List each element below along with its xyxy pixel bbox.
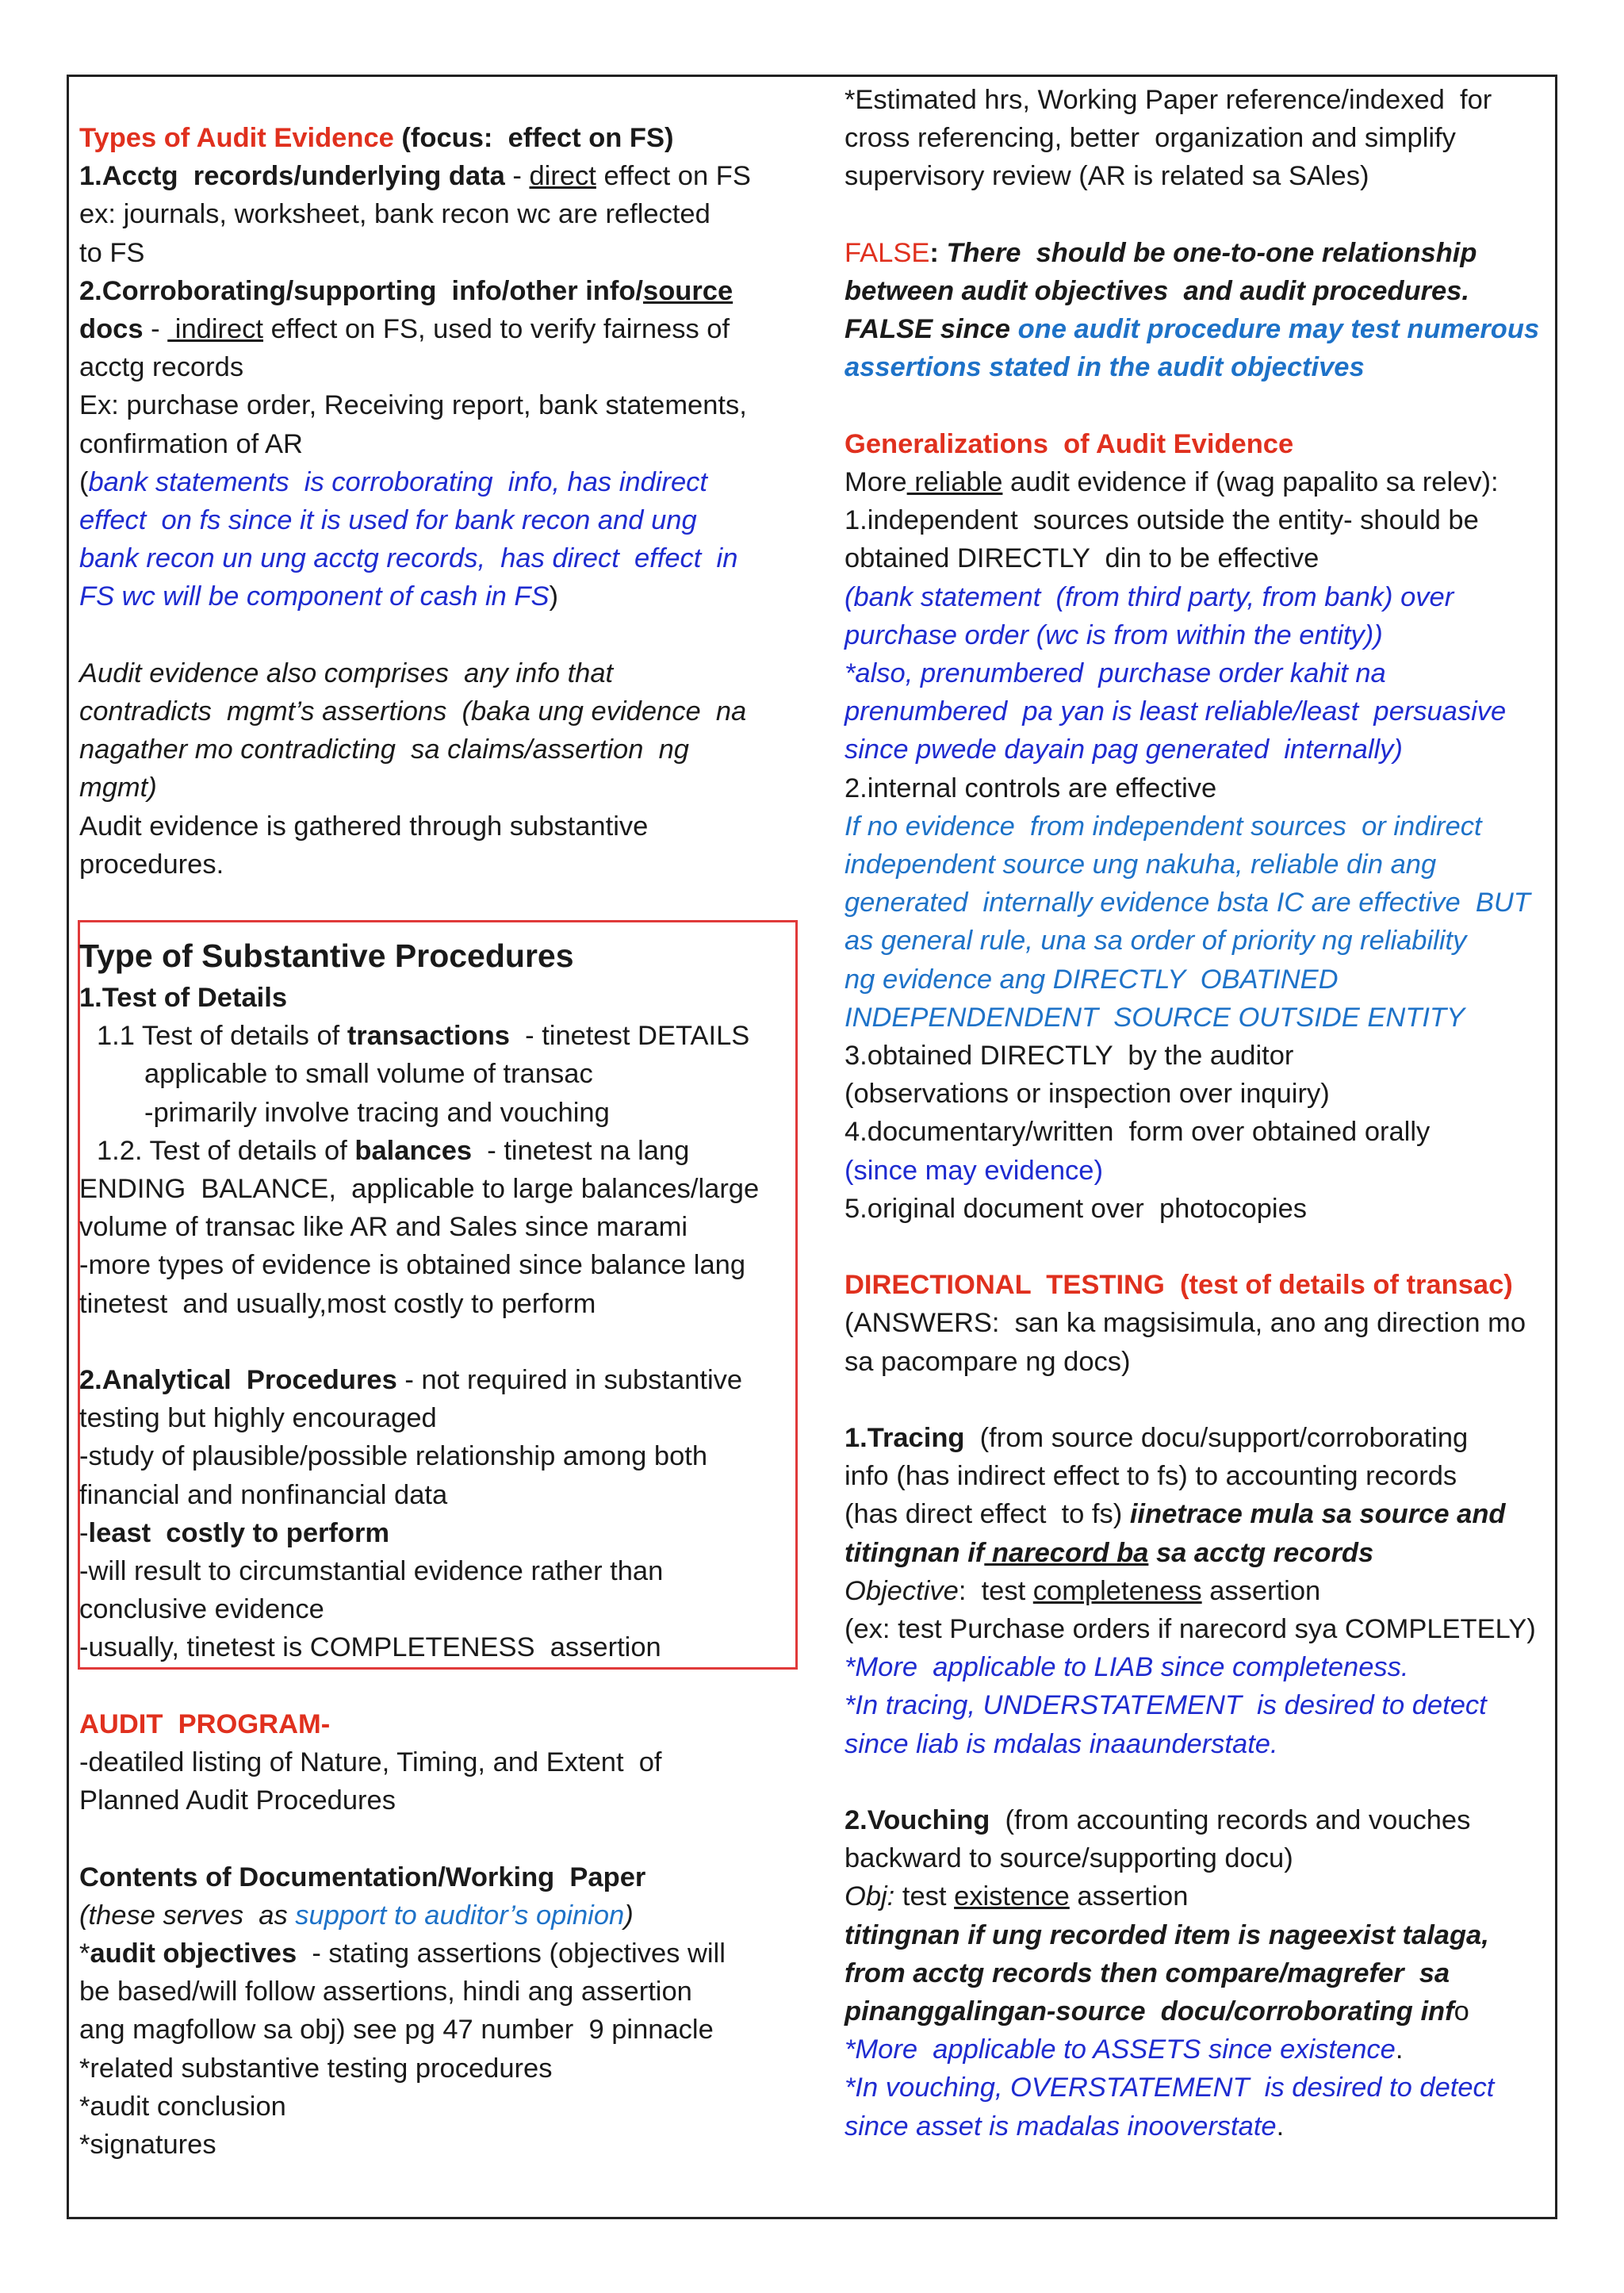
analytical-line-7: conclusive evidence (79, 1594, 324, 1625)
audit-program-line-2: Planned Audit Procedures (79, 1785, 396, 1816)
gen-2-note-2: independent source ung nakuha, reliable din ang (845, 849, 1437, 880)
bank-note-2: effect on fs since it is used for bank recon and ung (79, 505, 697, 536)
documentation-title: Contents of Documentation/Working Paper (79, 1862, 646, 1892)
tracing-line-3: (has direct effect to fs) iinetrace mula sa source and (845, 1499, 1506, 1530)
gen-2-note-4: as general rule, una sa order of priority ng reliability (845, 926, 1467, 957)
generalizations-intro: More reliable audit evidence if (wag papalito sa relev): (845, 467, 1499, 497)
false-statement-1: FALSE: There should be one-to-one relationship (845, 237, 1477, 268)
doc-objectives-line: *audit objectives - stating assertions (objectives will (79, 1938, 726, 1969)
tracing-line-2: info (has indirect effect to fs) to accounting records (845, 1461, 1457, 1492)
analytical-line-2: testing but highly encouraged (79, 1403, 437, 1434)
contradict-note-1: Audit evidence also comprises any info that (79, 658, 614, 688)
gen-2-note-3: generated internally evidence bsta IC are effective BUT (845, 888, 1530, 918)
contradict-note-3: nagather mo contradicting sa claims/assertion ng (79, 734, 689, 765)
analytical-line: 2.Analytical Procedures - not required in substantive (79, 1365, 743, 1396)
tod-transactions-line: 1.1 Test of details of transactions - tinetest DETAILS (97, 1021, 750, 1052)
audit-program-title: AUDIT PROGRAM- (79, 1708, 331, 1739)
directional-testing-line-1: (ANSWERS: san ka magsisimula, ano ang direction mo (845, 1308, 1526, 1339)
gen-2-note-1: If no evidence from independent sources or indirect (845, 811, 1482, 842)
gathered-text-1: Audit evidence is gathered through substantive (79, 811, 649, 842)
false-statement-3: FALSE since one audit procedure may test numerous (845, 314, 1540, 345)
corroborating-example: Ex: purchase order, Receiving report, bank statements, (79, 390, 747, 421)
corroborating-example-cont: confirmation of AR (79, 428, 303, 459)
types-heading: Types of Audit Evidence (focus: effect on FS) (79, 123, 674, 153)
tod-balances-line-3: volume of transac like AR and Sales since marami (79, 1212, 688, 1243)
substantive-heading: Type of Substantive Procedures (79, 938, 574, 975)
analytical-line-4: financial and nonfinancial data (79, 1479, 448, 1510)
acctg-records-line: 1.Acctg records/underlying data - direct effect on FS (79, 161, 751, 192)
gen-1-note-1: (bank statement (from third party, from bank) over (845, 581, 1454, 612)
gen-1-note-4: prenumbered pa yan is least reliable/least persuasive (845, 696, 1507, 727)
vouching-objective: Obj: test existence assertion (845, 1881, 1189, 1912)
vouching-note-1: *More applicable to ASSETS since existence. (845, 2034, 1404, 2065)
false-statement-4: assertions stated in the audit objectives (845, 352, 1365, 383)
vouching-line-2: backward to source/supporting docu) (845, 1843, 1293, 1874)
estimated-hours-3: supervisory review (AR is related sa SAles) (845, 161, 1369, 192)
tod-transactions-line-3: -primarily involve tracing and vouching (144, 1097, 610, 1128)
vouching-bold-3: pinanggalingan-source docu/corroborating info (845, 1996, 1469, 2027)
tod-balances-line: 1.2. Test of details of balances - tinetest na lang (97, 1135, 690, 1166)
tod-balances-line-5: tinetest and usually,most costly to perform (79, 1288, 596, 1319)
corroborating-line: 2.Corroborating/supporting info/other info/source (79, 275, 733, 306)
doc-objectives-line-2: be based/will follow assertions, hindi ang assertion (79, 1977, 692, 2007)
corroborating-line-2: docs - indirect effect on FS, used to verify fairness of (79, 314, 730, 345)
doc-audit-conclusion: *audit conclusion (79, 2091, 286, 2122)
gen-2-note-5: ng evidence ang DIRECTLY OBATINED (845, 964, 1339, 995)
gen-3-line-2: (observations or inspection over inquiry) (845, 1079, 1330, 1110)
tracing-note-2: *In tracing, UNDERSTATEMENT is desired to detect (845, 1690, 1487, 1721)
estimated-hours-1: *Estimated hrs, Working Paper reference/indexed for (845, 85, 1492, 115)
doc-objectives-line-3: ang magfollow sa obj) see pg 47 number 9 pinnacle (79, 2015, 714, 2046)
gen-3-line-1: 3.obtained DIRECTLY by the auditor (845, 1041, 1294, 1072)
gen-1-note-3: *also, prenumbered purchase order kahit na (845, 658, 1386, 689)
test-of-details-title: 1.Test of Details (79, 983, 288, 1014)
tod-balances-line-2: ENDING BALANCE, applicable to large balances/large (79, 1174, 760, 1205)
vouching-line-1: 2.Vouching (from accounting records and vouches (845, 1805, 1471, 1836)
analytical-line-5: -least costly to perform (79, 1517, 390, 1548)
contradict-note-4: mgmt) (79, 773, 157, 803)
tod-balances-line-4: -more types of evidence is obtained since balance lang (79, 1250, 746, 1281)
tracing-example: (ex: test Purchase orders if narecord sya COMPLETELY) (845, 1614, 1536, 1645)
gen-1-note-2: purchase order (wc is from within the entity)) (845, 619, 1383, 650)
generalizations-title: Generalizations of Audit Evidence (845, 428, 1294, 459)
left-column (79, 119, 793, 2164)
vouching-note-3: since asset is madalas inooverstate. (845, 2111, 1285, 2142)
tracing-line-4: titingnan if narecord ba sa acctg records (845, 1537, 1374, 1568)
tracing-note-3: since liab is mdalas inaaunderstate. (845, 1728, 1278, 1759)
contradict-note-2: contradicts mgmt’s assertions (baka ung evidence na (79, 696, 747, 727)
vouching-bold-2: from acctg records then compare/magrefer sa (845, 1957, 1450, 1988)
bank-note-1: (bank statements is corroborating info, has indirect (79, 466, 707, 497)
tracing-line-1: 1.Tracing (from source docu/support/corroborating (845, 1423, 1469, 1454)
documentation-subtitle: (these serves as support to auditor’s opinion) (79, 1900, 634, 1931)
audit-program-line-1: -deatiled listing of Nature, Timing, and Extent of (79, 1747, 662, 1778)
acctg-example: ex: journals, worksheet, bank recon wc are reflected (79, 199, 710, 230)
doc-signatures: *signatures (79, 2130, 216, 2161)
estimated-hours-2: cross referencing, better organization and simplify (845, 123, 1456, 154)
gathered-text-2: procedures. (79, 849, 224, 880)
gen-1-line-1: 1.independent sources outside the entity- should be (845, 505, 1479, 536)
tracing-objective: Objective: test completeness assertion (845, 1575, 1321, 1606)
tod-transactions-line-2: applicable to small volume of transac (144, 1059, 593, 1090)
tracing-note-1: *More applicable to LIAB since completeness. (845, 1652, 1409, 1683)
analytical-line-3: -study of plausible/possible relationship among both (79, 1441, 708, 1472)
bank-note-3: bank recon un ung acctg records, has direct effect in (79, 543, 738, 574)
corroborating-line-3: acctg records (79, 352, 244, 383)
bank-note-4: FS wc will be component of cash in FS) (79, 581, 558, 612)
gen-2-note-6: INDEPENDENDENT SOURCE OUTSIDE ENTITY (845, 1002, 1465, 1033)
directional-testing-title: DIRECTIONAL TESTING (test of details of transac) (845, 1270, 1513, 1301)
gen-5-line-1: 5.original document over photocopies (845, 1193, 1308, 1224)
doc-related-procedures: *related substantive testing procedures (79, 2053, 553, 2084)
acctg-example-cont: to FS (79, 237, 145, 268)
vouching-note-2: *In vouching, OVERSTATEMENT is desired to detect (845, 2073, 1495, 2103)
gen-2-line-1: 2.internal controls are effective (845, 773, 1217, 803)
gen-1-note-5: since pwede dayain pag generated internally) (845, 734, 1403, 765)
gen-1-line-2: obtained DIRECTLY din to be effective (845, 543, 1320, 574)
false-statement-2: between audit objectives and audit procedures. (845, 276, 1469, 306)
analytical-line-6: -will result to circumstantial evidence rather than (79, 1556, 664, 1587)
right-column (845, 81, 1558, 2145)
gen-4-line-2: (since may evidence) (845, 1155, 1103, 1186)
vouching-bold-1: titingnan if ung recorded item is nageexist talaga, (845, 1919, 1489, 1950)
directional-testing-line-2: sa pacompare ng docs) (845, 1346, 1131, 1377)
analytical-line-8: -usually, tinetest is COMPLETENESS assertion (79, 1632, 661, 1663)
gen-4-line-1: 4.documentary/written form over obtained orally (845, 1117, 1431, 1148)
